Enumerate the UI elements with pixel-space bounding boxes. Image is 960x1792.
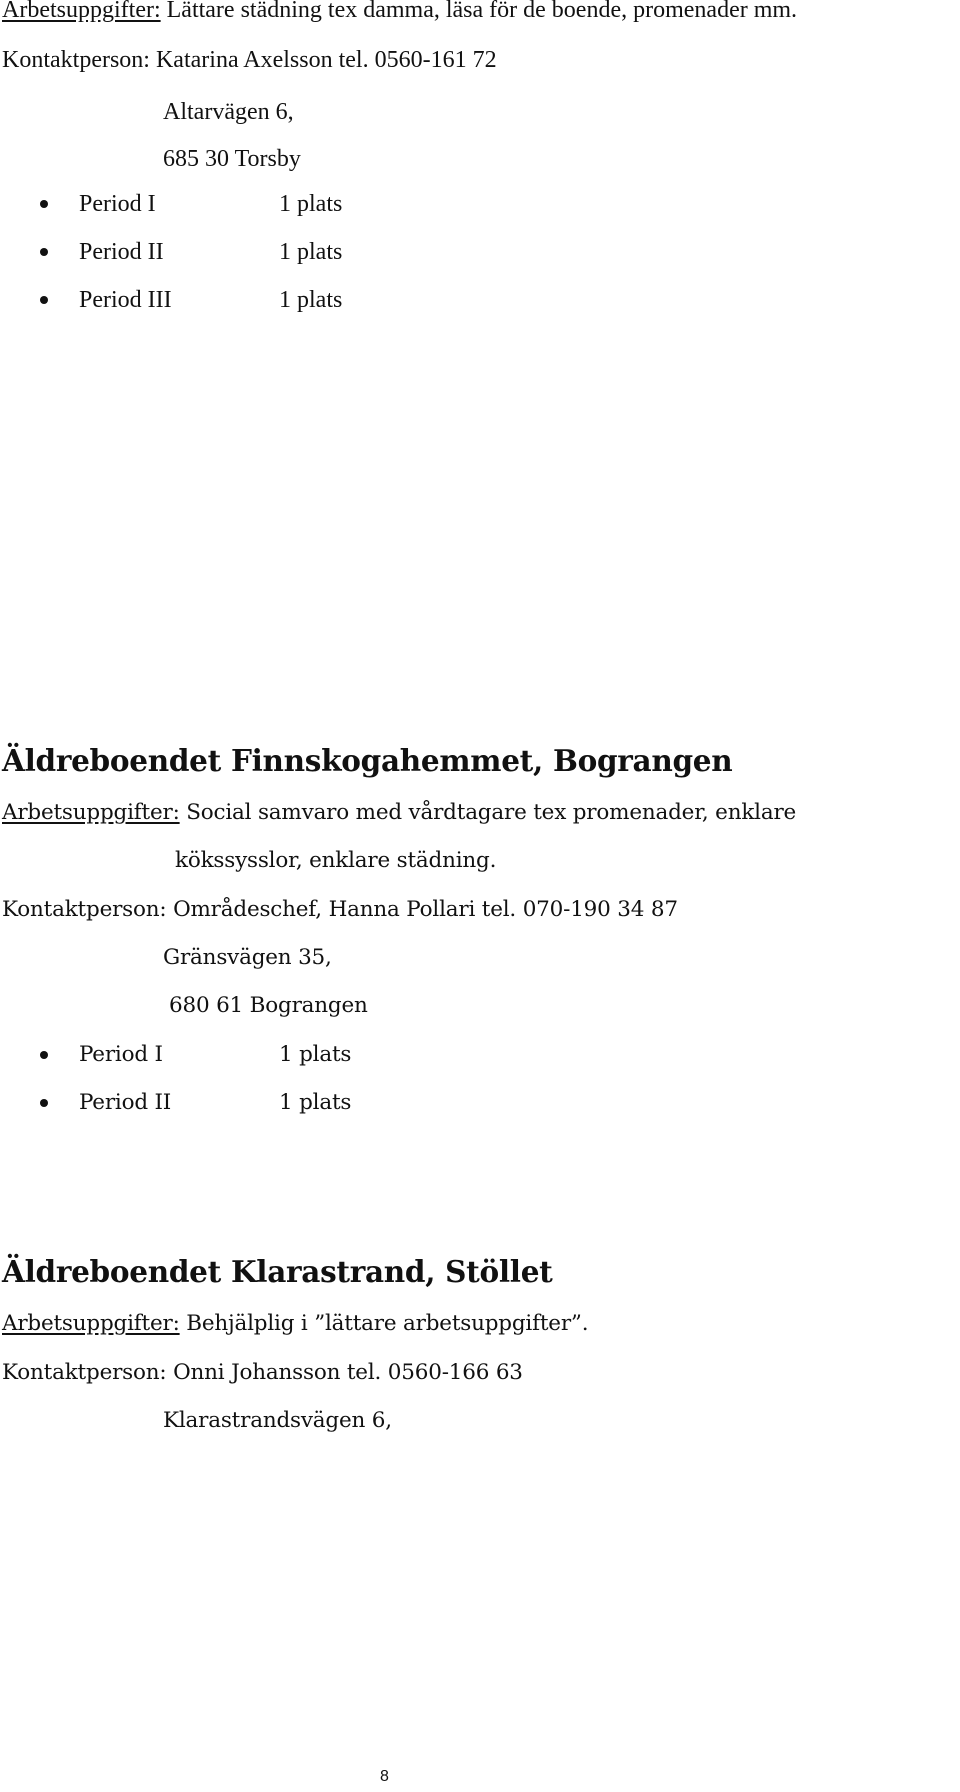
places-count: 1 plats	[279, 1090, 352, 1115]
period-label: Period III	[79, 287, 172, 313]
period-label: Period II	[79, 239, 164, 265]
contact-line-3: Kontaktperson: Onni Johansson tel. 0560-166 63	[2, 1360, 523, 1385]
tasks-text-2: Social samvaro med vårdtagare tex promenader, enklare	[179, 800, 797, 825]
tasks-line-3	[2, 1310, 588, 1338]
tasks-label-3: Arbetsuppgifter:	[2, 1311, 180, 1336]
bullet-icon	[40, 200, 48, 208]
contact-line-2: Kontaktperson: Områdeschef, Hanna Pollari tel. 070-190 34 87	[2, 897, 678, 922]
section-heading-finnskogahemmet: Äldreboendet Finnskogahemmet, Bograngen	[2, 743, 733, 778]
period-label: Period II	[79, 1090, 172, 1115]
tasks-label-2: Arbetsuppgifter:	[2, 800, 180, 825]
bullet-icon	[40, 248, 48, 256]
tasks-label-1: Arbetsuppgifter:	[2, 0, 161, 23]
address-street-3: Klarastrandsvägen 6,	[163, 1408, 392, 1433]
address-postal-2: 680 61 Bograngen	[169, 993, 368, 1018]
contact-line-1: Kontaktperson: Katarina Axelsson tel. 0560-161 72	[2, 47, 497, 73]
places-count: 1 plats	[279, 1042, 352, 1067]
places-count: 1 plats	[279, 287, 343, 313]
bullet-icon	[40, 1051, 48, 1059]
address-street-2: Gränsvägen 35,	[163, 945, 332, 970]
bullet-icon	[40, 1099, 48, 1107]
places-count: 1 plats	[279, 239, 343, 265]
tasks-line-2	[2, 799, 796, 827]
bullet-icon	[40, 296, 48, 304]
address-street-1: Altarvägen 6,	[163, 99, 294, 125]
period-label: Period I	[79, 191, 156, 217]
period-label: Period I	[79, 1042, 163, 1067]
section-heading-klarastrand: Äldreboendet Klarastrand, Stöllet	[2, 1254, 553, 1289]
address-postal-1: 685 30 Torsby	[163, 146, 301, 172]
tasks-text-1: Lättare städning tex damma, läsa för de boende, promenader mm.	[160, 0, 798, 23]
tasks-continuation-2: kökssysslor, enklare städning.	[175, 848, 497, 873]
places-count: 1 plats	[279, 191, 343, 217]
tasks-line-1	[2, 0, 797, 24]
tasks-text-3: Behjälplig i ”lättare arbetsuppgifter”.	[179, 1311, 589, 1336]
page-number: 8	[380, 1768, 389, 1785]
